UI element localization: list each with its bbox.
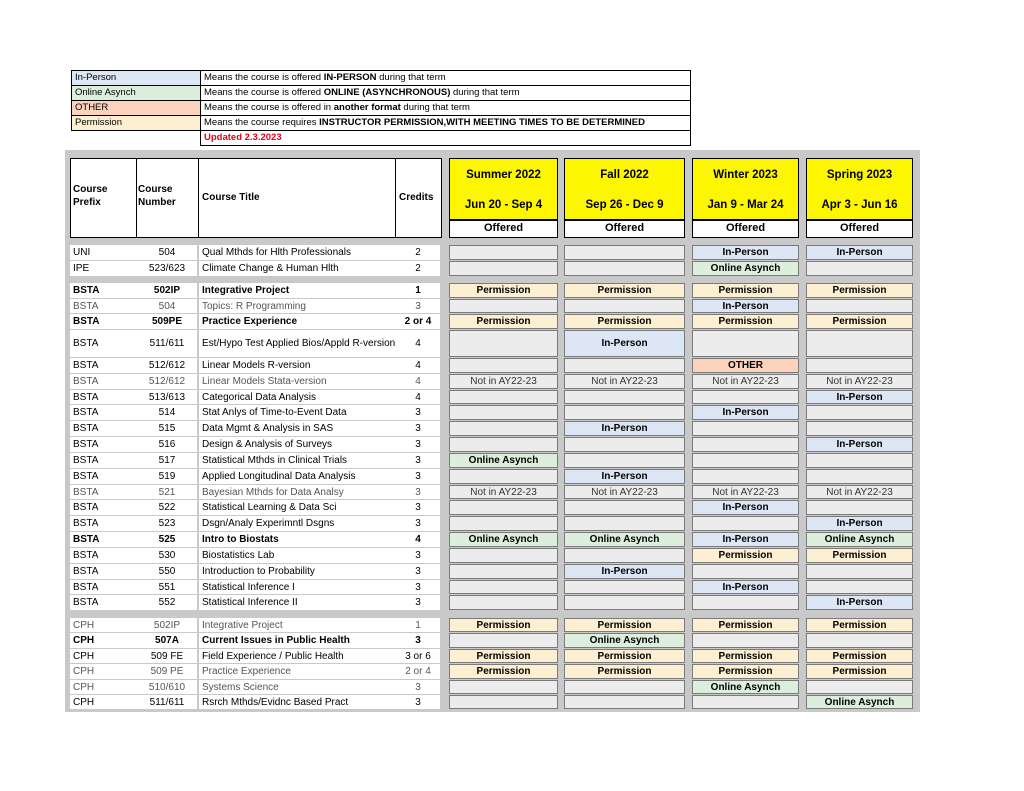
course-prefix: BSTA [70, 516, 138, 531]
course-prefix: BSTA [70, 453, 138, 468]
legend-key-permission: Permission [72, 116, 201, 131]
legend-desc-text: during that term [376, 72, 446, 83]
offering-cell: Permission [564, 618, 685, 632]
course-prefix: BSTA [70, 580, 138, 594]
course-number: 515 [137, 421, 197, 436]
course-prefix: UNI [70, 245, 138, 260]
offering-cell: Permission [806, 618, 913, 632]
course-credits: 3 [396, 516, 440, 531]
course-title: Statistical Inference I [199, 580, 397, 594]
course-prefix: CPH [70, 680, 138, 694]
course-prefix: BSTA [70, 358, 138, 373]
offering-cell: In-Person [806, 245, 913, 260]
course-credits: 3 [396, 437, 440, 452]
header-course-prefix: Course Prefix [73, 184, 108, 208]
empty-offering-cell [806, 358, 913, 373]
course-title: Categorical Data Analysis [199, 390, 397, 404]
term-header [806, 158, 913, 220]
course-number: 522 [137, 500, 197, 515]
offering-cell: In-Person [806, 595, 913, 610]
empty-offering-cell [564, 261, 685, 276]
legend-spacer [72, 131, 201, 146]
term-header [449, 158, 558, 220]
offering-cell: Permission [449, 618, 558, 632]
course-credits: 3 [396, 695, 440, 709]
empty-offering-cell [449, 405, 558, 420]
course-number: 502IP [137, 283, 197, 298]
course-number: 504 [137, 299, 197, 313]
term-dates: Jun 20 - Sep 4 [464, 199, 543, 211]
empty-offering-cell [564, 299, 685, 313]
offering-cell: OTHER [692, 358, 799, 373]
empty-offering-cell [449, 516, 558, 531]
offering-cell: Permission [449, 283, 558, 298]
offered-label: Offered [449, 220, 558, 238]
term-header [564, 158, 685, 220]
offering-cell: Permission [564, 283, 685, 298]
empty-offering-cell [806, 330, 913, 357]
header-divider [136, 158, 137, 238]
course-number: 511/611 [137, 330, 197, 357]
offering-cell: In-Person [806, 516, 913, 531]
course-title: Current Issues in Public Health [199, 633, 397, 648]
course-credits: 4 [396, 390, 440, 404]
course-number: 521 [137, 485, 197, 499]
empty-offering-cell [692, 437, 799, 452]
course-prefix: BSTA [70, 564, 138, 579]
course-prefix: BSTA [70, 485, 138, 499]
course-prefix: BSTA [70, 299, 138, 313]
course-prefix: CPH [70, 633, 138, 648]
term-dates: Sep 26 - Dec 9 [585, 199, 664, 211]
offered-label: Offered [806, 220, 913, 238]
empty-offering-cell [449, 633, 558, 648]
offering-cell: In-Person [806, 437, 913, 452]
course-credits: 2 [396, 261, 440, 276]
offering-cell: Not in AY22-23 [806, 485, 913, 499]
header-course-number: Course Number [138, 184, 176, 208]
course-number: 513/613 [137, 390, 197, 404]
course-title: Statistical Mthds in Clinical Trials [199, 453, 397, 468]
legend-desc-text: during that term [400, 102, 470, 113]
empty-offering-cell [806, 469, 913, 484]
empty-offering-cell [692, 633, 799, 648]
offering-cell: Not in AY22-23 [564, 485, 685, 499]
course-credits: 4 [396, 330, 440, 357]
course-number: 551 [137, 580, 197, 594]
course-prefix: BSTA [70, 595, 138, 610]
offering-cell: In-Person [692, 500, 799, 515]
course-prefix: BSTA [70, 437, 138, 452]
term-dates: Jan 9 - Mar 24 [707, 199, 784, 211]
course-title: Integrative Project [199, 283, 397, 298]
course-number: 530 [137, 548, 197, 563]
offered-label: Offered [564, 220, 685, 238]
header-divider [395, 158, 396, 238]
offering-cell: Online Asynch [806, 695, 913, 709]
course-title: Field Experience / Public Health [199, 649, 397, 663]
empty-offering-cell [692, 469, 799, 484]
course-credits: 4 [396, 532, 440, 547]
legend-desc-text: Means the course is offered in [204, 102, 334, 113]
legend-desc-text: during that term [450, 87, 520, 98]
course-title: Rsrch Mthds/Evidnc Based Pract [199, 695, 397, 709]
empty-offering-cell [564, 245, 685, 260]
course-credits: 1 [396, 618, 440, 632]
offering-cell: Permission [806, 664, 913, 679]
legend-desc-text: Means the course is offered [204, 87, 324, 98]
course-title: Intro to Biostats [199, 532, 397, 547]
course-credits: 3 [396, 580, 440, 594]
course-credits: 3 [396, 453, 440, 468]
offering-cell: Permission [449, 664, 558, 679]
offering-cell: Permission [564, 664, 685, 679]
empty-offering-cell [449, 261, 558, 276]
offering-cell: Permission [449, 649, 558, 663]
course-title: Statistical Learning & Data Sci [199, 500, 397, 515]
offering-cell: In-Person [692, 299, 799, 313]
course-number: 516 [137, 437, 197, 452]
course-credits: 3 [396, 548, 440, 563]
course-credits: 4 [396, 358, 440, 373]
course-title: Practice Experience [199, 664, 397, 679]
legend-row [72, 131, 691, 146]
term-name: Winter 2023 [713, 169, 778, 181]
course-prefix: BSTA [70, 405, 138, 420]
legend-row [72, 71, 691, 86]
empty-offering-cell [449, 469, 558, 484]
offering-cell: Online Asynch [564, 532, 685, 547]
empty-offering-cell [449, 580, 558, 594]
offering-cell: Not in AY22-23 [449, 485, 558, 499]
legend-row [72, 116, 691, 131]
empty-offering-cell [806, 421, 913, 436]
empty-offering-cell [449, 330, 558, 357]
legend-description [201, 116, 691, 131]
course-prefix: BSTA [70, 532, 138, 547]
empty-offering-cell [564, 548, 685, 563]
course-prefix: CPH [70, 618, 138, 632]
empty-offering-cell [449, 421, 558, 436]
course-number: 502IP [137, 618, 197, 632]
course-title: Practice Experience [199, 314, 397, 329]
course-prefix: CPH [70, 695, 138, 709]
empty-offering-cell [564, 595, 685, 610]
course-number: 517 [137, 453, 197, 468]
offering-cell: Not in AY22-23 [564, 374, 685, 389]
offering-cell: Permission [564, 314, 685, 329]
course-title: Qual Mthds for Hlth Professionals [199, 245, 397, 260]
empty-offering-cell [564, 580, 685, 594]
course-credits: 3 [396, 595, 440, 610]
empty-offering-cell [692, 421, 799, 436]
course-title: Est/Hypo Test Applied Bios/Appld R-version [199, 330, 401, 357]
course-title: Design & Analysis of Surveys [199, 437, 397, 452]
offering-cell: In-Person [692, 245, 799, 260]
course-number: 552 [137, 595, 197, 610]
offering-cell: Not in AY22-23 [692, 374, 799, 389]
course-credits: 2 or 4 [396, 664, 440, 679]
course-number: 519 [137, 469, 197, 484]
legend-key-online-asynch: Online Asynch [72, 86, 201, 101]
offering-cell: Permission [564, 649, 685, 663]
schedule-table [65, 150, 920, 712]
offering-cell: Permission [692, 618, 799, 632]
course-prefix: IPE [70, 261, 138, 276]
course-title: Integrative Project [199, 618, 397, 632]
course-title: Bayesian Mthds for Data Analsy [199, 485, 397, 499]
empty-offering-cell [692, 595, 799, 610]
course-prefix: BSTA [70, 330, 138, 357]
course-credits: 3 [396, 500, 440, 515]
course-title: Data Mgmt & Analysis in SAS [199, 421, 397, 436]
empty-offering-cell [449, 500, 558, 515]
legend-description [201, 86, 691, 101]
offering-cell: Online Asynch [806, 532, 913, 547]
empty-offering-cell [692, 516, 799, 531]
offering-cell: Permission [692, 664, 799, 679]
offering-cell: Permission [449, 314, 558, 329]
legend-key-in-person: In-Person [72, 71, 201, 86]
empty-offering-cell [564, 390, 685, 404]
empty-offering-cell [449, 564, 558, 579]
course-prefix: BSTA [70, 374, 138, 389]
empty-offering-cell [449, 299, 558, 313]
course-number: 511/611 [137, 695, 197, 709]
offering-cell: Not in AY22-23 [806, 374, 913, 389]
offering-cell: Not in AY22-23 [449, 374, 558, 389]
term-name: Fall 2022 [600, 169, 649, 181]
course-number: 509 FE [137, 649, 197, 663]
legend-table [71, 70, 691, 146]
empty-offering-cell [564, 680, 685, 694]
course-credits: 3 [396, 680, 440, 694]
empty-offering-cell [449, 390, 558, 404]
course-title: Biostatistics Lab [199, 548, 397, 563]
offering-cell: Online Asynch [692, 680, 799, 694]
course-number: 514 [137, 405, 197, 420]
course-title: Topics: R Programming [199, 299, 397, 313]
course-credits: 3 [396, 564, 440, 579]
course-credits: 3 [396, 633, 440, 648]
empty-offering-cell [564, 437, 685, 452]
legend-desc-emphasis: ONLINE (ASYNCHRONOUS) [323, 87, 451, 98]
course-prefix: BSTA [70, 469, 138, 484]
empty-offering-cell [449, 548, 558, 563]
empty-offering-cell [564, 453, 685, 468]
course-title: Stat Anlys of Time-to-Event Data [199, 405, 397, 420]
offering-cell: Permission [806, 548, 913, 563]
offering-cell: Permission [692, 548, 799, 563]
legend-desc-emphasis: another format [333, 102, 401, 113]
legend-desc-text: Means the course is offered [204, 72, 324, 83]
empty-offering-cell [692, 564, 799, 579]
empty-offering-cell [806, 405, 913, 420]
empty-offering-cell [564, 405, 685, 420]
empty-offering-cell [806, 453, 913, 468]
legend-description [201, 71, 691, 86]
course-title: Systems Science [199, 680, 397, 694]
empty-offering-cell [449, 245, 558, 260]
course-prefix: BSTA [70, 548, 138, 563]
course-prefix: BSTA [70, 390, 138, 404]
course-prefix: BSTA [70, 421, 138, 436]
term-header [692, 158, 799, 220]
empty-offering-cell [564, 358, 685, 373]
offering-cell: In-Person [692, 405, 799, 420]
empty-offering-cell [806, 261, 913, 276]
empty-offering-cell [806, 564, 913, 579]
empty-offering-cell [449, 358, 558, 373]
course-credits: 3 [396, 405, 440, 420]
offering-cell: Permission [692, 314, 799, 329]
empty-offering-cell [692, 390, 799, 404]
empty-offering-cell [449, 595, 558, 610]
updated-date: Updated 2.3.2023 [201, 131, 691, 146]
course-number: 523 [137, 516, 197, 531]
legend-desc-text: Means the course requires [204, 117, 320, 128]
course-prefix: CPH [70, 649, 138, 663]
course-credits: 3 [396, 469, 440, 484]
empty-offering-cell [806, 299, 913, 313]
header-credits: Credits [399, 192, 434, 203]
legend-key-other: OTHER [72, 101, 201, 116]
empty-offering-cell [564, 516, 685, 531]
empty-offering-cell [564, 500, 685, 515]
course-number: 550 [137, 564, 197, 579]
empty-offering-cell [692, 695, 799, 709]
offering-cell: In-Person [564, 421, 685, 436]
course-title: Climate Change & Human Hlth [199, 261, 397, 276]
term-name: Spring 2023 [826, 169, 893, 181]
offering-cell: In-Person [806, 390, 913, 404]
course-title: Statistical Inference II [199, 595, 397, 610]
offering-cell: In-Person [564, 330, 685, 357]
offering-cell: Permission [692, 283, 799, 298]
legend-description [201, 101, 691, 116]
term-name: Summer 2022 [466, 169, 541, 181]
empty-offering-cell [806, 633, 913, 648]
header-divider [198, 158, 199, 238]
course-title: Introduction to Probability [199, 564, 397, 579]
offered-label: Offered [692, 220, 799, 238]
course-credits: 4 [396, 374, 440, 389]
course-number: 523/623 [137, 261, 197, 276]
course-credits: 3 [396, 421, 440, 436]
course-credits: 3 [396, 485, 440, 499]
empty-offering-cell [564, 695, 685, 709]
course-title: Linear Models R-version [199, 358, 397, 373]
course-number: 509 PE [137, 664, 197, 679]
offering-cell: Permission [806, 314, 913, 329]
course-credits: 1 [396, 283, 440, 298]
offering-cell: In-Person [564, 564, 685, 579]
empty-offering-cell [692, 330, 799, 357]
term-dates: Apr 3 - Jun 16 [821, 199, 898, 211]
offering-cell: Permission [806, 283, 913, 298]
course-credits: 3 [396, 299, 440, 313]
course-number: 525 [137, 532, 197, 547]
course-number: 512/612 [137, 358, 197, 373]
empty-offering-cell [449, 695, 558, 709]
course-prefix: BSTA [70, 314, 138, 329]
course-credits: 3 or 6 [396, 649, 440, 663]
legend-row [72, 86, 691, 101]
legend-desc-emphasis: IN-PERSON [323, 72, 377, 83]
offering-cell: In-Person [692, 532, 799, 547]
course-number: 509PE [137, 314, 197, 329]
offering-cell: Online Asynch [449, 453, 558, 468]
empty-offering-cell [806, 680, 913, 694]
empty-offering-cell [806, 580, 913, 594]
course-number: 510/610 [137, 680, 197, 694]
offering-cell: In-Person [692, 580, 799, 594]
course-credits: 2 [396, 245, 440, 260]
course-title: Linear Models Stata-version [199, 374, 397, 389]
course-prefix: BSTA [70, 500, 138, 515]
course-title: Applied Longitudinal Data Analysis [199, 469, 397, 484]
course-title: Dsgn/Analy Experimntl Dsgns [199, 516, 397, 531]
offering-cell: Permission [806, 649, 913, 663]
legend-desc-emphasis: INSTRUCTOR PERMISSION,WITH MEETING TIMES TO BE DETERMINED [319, 117, 645, 128]
offering-cell: Online Asynch [692, 261, 799, 276]
empty-offering-cell [806, 500, 913, 515]
empty-offering-cell [692, 453, 799, 468]
empty-offering-cell [449, 437, 558, 452]
course-number: 507A [137, 633, 197, 648]
course-prefix: CPH [70, 664, 138, 679]
offering-cell: In-Person [564, 469, 685, 484]
offering-cell: Online Asynch [564, 633, 685, 648]
offering-cell: Not in AY22-23 [692, 485, 799, 499]
legend-row [72, 101, 691, 116]
course-credits: 2 or 4 [396, 314, 440, 329]
offering-cell: Online Asynch [449, 532, 558, 547]
empty-offering-cell [449, 680, 558, 694]
header-course-title: Course Title [202, 192, 260, 203]
course-number: 512/612 [137, 374, 197, 389]
offering-cell: Permission [692, 649, 799, 663]
course-prefix: BSTA [70, 283, 138, 298]
course-number: 504 [137, 245, 197, 260]
